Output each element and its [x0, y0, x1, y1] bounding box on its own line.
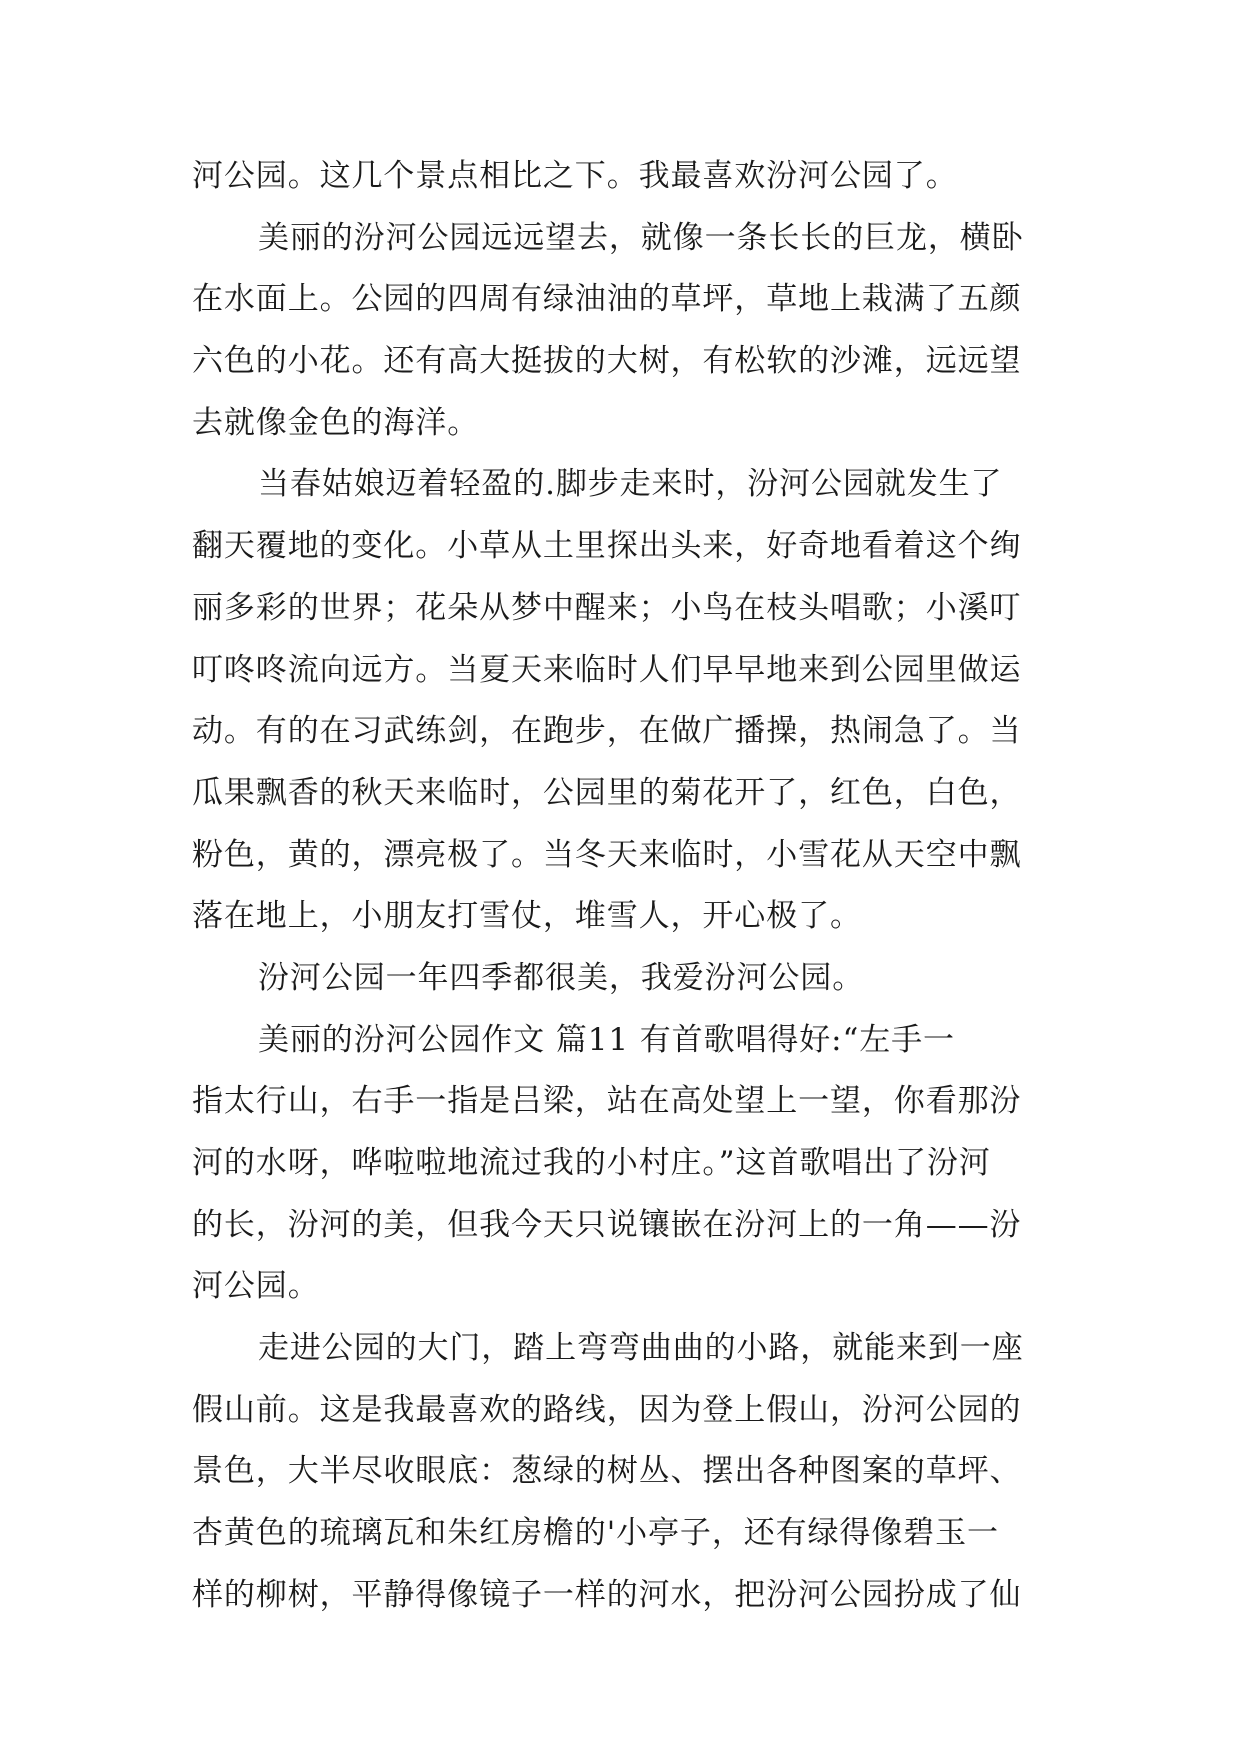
text-line: 六色的小花。还有高大挺拔的大树，有松软的沙滩，远远望 [192, 343, 1022, 380]
text-line: 杏黄色的琉璃瓦和朱红房檐的'小亭子，还有绿得像碧玉一 [192, 1515, 999, 1552]
text-line: 景色，大半尽收眼底：葱绿的树丛、摆出各种图案的草坪、 [192, 1453, 1022, 1490]
text-line: 样的柳树，平静得像镜子一样的河水，把汾河公园扮成了仙 [192, 1576, 1022, 1613]
text-line: 当春姑娘迈着轻盈的.脚步走来时，汾河公园就发生了 [258, 466, 1003, 503]
text-line: 丽多彩的世界；花朵从梦中醒来；小鸟在枝头唱歌；小溪叮 [192, 589, 1022, 626]
text-line: 的长，汾河的美，但我今天只说镶嵌在汾河上的一角——汾 [192, 1206, 1022, 1243]
text-line: 假山前。这是我最喜欢的路线，因为登上假山，汾河公园的 [192, 1391, 1022, 1428]
text-line: 汾河公园一年四季都很美，我爱汾河公园。 [258, 959, 865, 996]
text-line: 指太行山，右手一指是吕梁，站在高处望上一望，你看那汾 [192, 1083, 1022, 1120]
text-line: 美丽的汾河公园作文 篇11 有首歌唱得好:“左手一 [258, 1021, 955, 1058]
document-body [192, 156, 1060, 1637]
text-line: 在水面上。公园的四周有绿油油的草坪，草地上栽满了五颜 [192, 281, 1022, 318]
text-line: 翻天覆地的变化。小草从土里探出头来，好奇地看着这个绚 [192, 528, 1022, 565]
text-line: 走进公园的大门，踏上弯弯曲曲的小路，就能来到一座 [258, 1330, 1024, 1367]
text-line: 瓜果飘香的秋天来临时，公园里的菊花开了，红色，白色， [192, 774, 1022, 811]
text-line: 美丽的汾河公园远远望去，就像一条长长的巨龙，横卧 [258, 219, 1024, 256]
text-line: 河公园。这几个景点相比之下。我最喜欢汾河公园了。 [192, 158, 958, 194]
text-line: 河公园。 [192, 1268, 320, 1305]
text-line: 叮咚咚流向远方。当夏天来临时人们早早地来到公园里做运 [192, 651, 1022, 688]
text-line: 去就像金色的海洋。 [192, 404, 480, 441]
text-line: 落在地上，小朋友打雪仗，堆雪人，开心极了。 [192, 898, 862, 935]
text-line: 动。有的在习武练剑，在跑步，在做广播操，热闹急了。当 [192, 713, 1022, 750]
text-line: 粉色，黄的，漂亮极了。当冬天来临时，小雪花从天空中飘 [192, 836, 1022, 873]
text-line: 河的水呀，哗啦啦地流过我的小村庄。”这首歌唱出了汾河 [192, 1145, 991, 1181]
